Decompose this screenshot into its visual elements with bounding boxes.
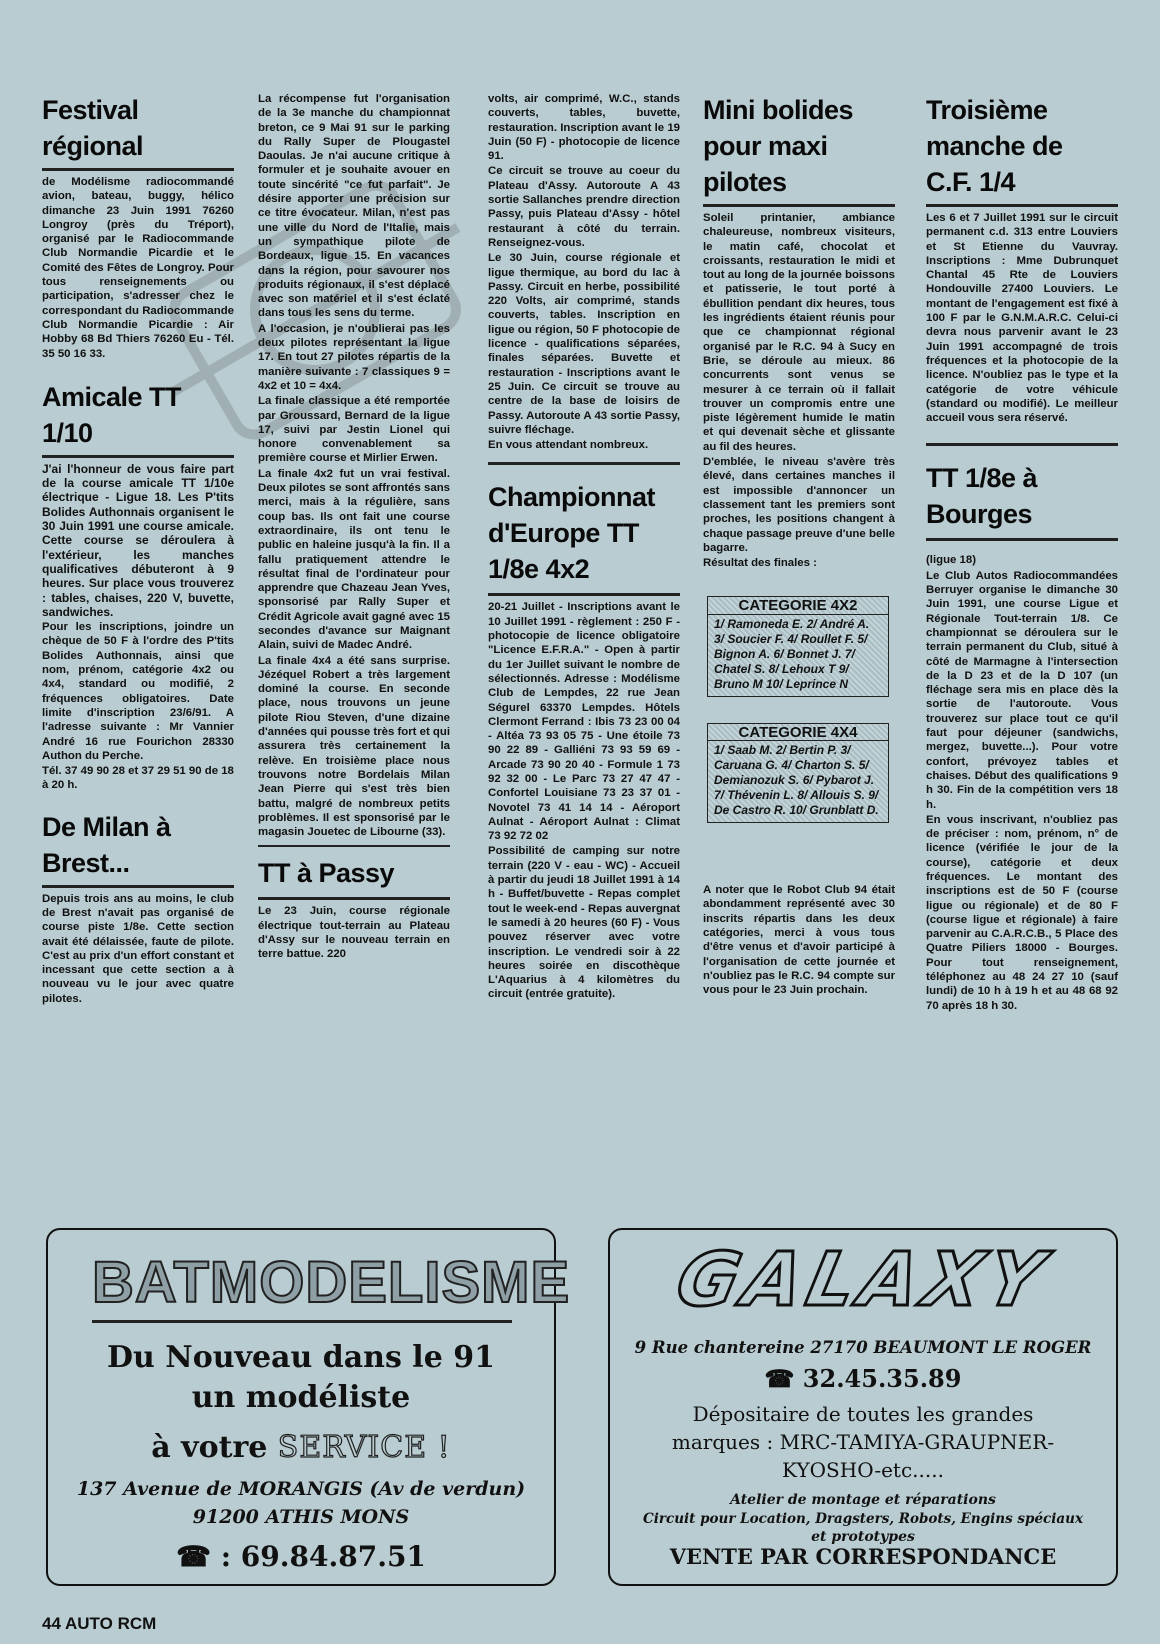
article-text: Le 23 Juin, course régionale électrique tout-terrain au Plateau d'Assy sur le nouveau terrain en terre battue. 220 — [258, 905, 450, 961]
heading-amicale-tt: Amicale TT 1/10 — [42, 381, 182, 448]
heading-tt-a-passy: TT à Passy — [258, 858, 395, 889]
ad-city: 91200 ATHIS MONS — [192, 1506, 410, 1528]
heading-de-milan-a-brest: De Milan à Brest... — [42, 811, 171, 878]
column-3 — [488, 92, 680, 1003]
column-5 — [926, 92, 1118, 1014]
article-text: En vous inscrivant, n'oubliez pas de préciser : nom, prénom, n° de licence (vérifiée le jour de la course), catégorie et deux fréquences. Le montant des inscriptions est de 50 F (course ligue ou régionale) et de 80 F (course ligue et régionale) à faire parvenir au C.A.R.C.B., 5 Place des Quatre Piliers 18000 - Bourges. Pour tout renseignement, téléphonez au 48 24 27 10 (sauf lundi) de 10 h à 19 h et au 48 68 92 70 après 18 h 30. — [926, 813, 1118, 1012]
heading-troisieme-manche: Troisième manche de C.F. 1/4 — [926, 95, 1063, 197]
article-text: Soleil printanier, ambiance chaleureuse, nombreux visiteurs, le matin café, chocolat et croissants, restauration le midi et tout au long de la journée boissons et patisserie, le tout porté à ébullition pendant dix heures, tous les ingrédients étaient réunis pour que ce championnat régional organisé par le R.C. 94 à Sucy en Brie, se déroule au mieux. 86 concurrents sont venus se mesurer à ce terrain où il fallait trouver un compromis entre une piste légèrement humide le matin et qui devenait sèche et glissante au fil des heures. — [703, 212, 895, 453]
ad-phone-line — [48, 1540, 554, 1573]
article-text: Pour les inscriptions, joindre un chèque de 50 F à l'ordre des P'tits Bolides Authonnais, ainsi que nom, prénom, catégorie 4x2 ou 4x4, standard ou modifié, 2 fréquences obligatoires. Date limite d'inscription 23/6/91. A l'adresse suivante : Mr Vannier André 16 rue Fourichon 28330 Authon du Perche. — [42, 621, 234, 762]
article-text: Le Club Autos Radiocommandées Berruyer organise le dimanche 30 Juin 1991, une course Ligue et Régionale Tout-terrain 1/8. Ce championnat se déroulera sur le terrain permanent du Club, situé à côté de Marmagne à l'intersection de la D 23 et de la D 107 (un fléchage sera mis en place dès la sortie de l'autoroute. Vous trouverez sur place tout ce qu'il faut pour déjeuner (sandwichs, mergez, buvette...). Pour votre confort, prévoyez tables et chaises. Début des qualifications 9 h 30. Fin de la compétition vers 18 h. — [926, 569, 1118, 811]
category-4x2-title: CATEGORIE 4X2 — [708, 599, 888, 614]
ad-headline: un modéliste — [191, 1380, 411, 1415]
article-text: La finale 4x2 fut un vrai festival. Deux pilotes se sont affrontés sans merci, mais à la régulière, sans coup bas. Ils ont fait une course extraordinaire, ils ont tenu le public en haleine jusqu'à la fin. Il a fallu pratiquement attendre le résultat final de l'ordinateur pour apprendre que Chazeau Jean Yves, sponsorisé par Rally Super et Crédit Agricole avait gagné avec 15 secondes d'avance sur Maignant Alain, suivi de Madec André. — [258, 467, 450, 652]
column-1 — [42, 92, 234, 1007]
article-text: Depuis trois ans au moins, le club de Brest n'avait pas organisé de course piste 1/8e. Cette section avait été délaissée, faute de pilote. C'est au prix d'un effort constant et incessant que cette section a à nouveau vu le jour avec quatre pilotes. — [42, 892, 234, 1005]
heading-tt-bourges: TT 1/8e à Bourges — [926, 463, 1038, 530]
ad-text: Circuit pour Location, Dragsters, Robots, Engins spéciaux — [642, 1511, 1084, 1527]
ad-text: marques : MRC-TAMIYA-GRAUPNER- — [671, 1430, 1055, 1454]
galaxy-advert — [608, 1228, 1118, 1586]
ad-headline — [48, 1430, 554, 1465]
ad-service-outline: SERVICE ! — [277, 1430, 451, 1465]
article-text: La finale 4x4 a été sans surprise. Jézéquel Robert a très largement dominé la course. En seconde place, nous trouvons un jeune pilote Riou Steven, d'une dizaine d'années qui pousse très fort et qui assurera très certainement la relève. En troisième place nous trouvons notre Bordelais Milan Jean Pierre qui s'est très bien battu, malgré de nombreux petits problèmes. Il est sponsorisé par le magasin Jouetec de Libourne (33). — [258, 654, 450, 839]
article-text: Résultat des finales : — [703, 557, 817, 570]
ad-phone-line — [610, 1364, 1116, 1393]
ad-text: Dépositaire de toutes les grandes — [692, 1402, 1034, 1426]
article-text: A l'occasion, je n'oublierai pas les deux pilotes représentant la ligue 17. En tout 27 pilotes répartis de la manière suivante : 7 classiques 9 = 4x2 et 10 = 4x4. — [258, 322, 450, 392]
article-text: 20-21 Juillet - Inscriptions avant le 10 Juillet 1991 - règlement : 250 F - photocopie de licence obligatoire "Licence E.F.R.A." - Open à partir du 1er Juillet suivant le nombre de sélectionnés. Adresse : Modélisme Club de Lempdes, 22 rue Jean Ségurel 63370 Lempdes. Hôtels Clermont Ferrand : Ibis 73 23 00 04 - Altéa 73 93 05 75 - Une étoile 73 90 22 89 - Galliéni 73 93 59 69 - Arcade 73 90 20 40 - Formule 1 73 92 32 00 - Le Parc 73 27 47 47 - Confortel Louisiane 73 23 37 01 - Novotel 73 41 14 14 - Aéroport Aulnat - Aéroport Aulnat : Climat 73 92 72 02 — [488, 601, 680, 843]
article-text: La récompense fut l'organisation de la 3e manche du championnat breton, ce 9 Mai 91 sur le parking du Rally Super de Plougastel Daoulas. Je n'ai aucune critique à formuler et je souhaite avouer en toute sincérité "ce fut parfait". Je désire apporter une précision sur ce titre évocateur. Milan, n'est pas une ville du Nord de l'Italie, mais un sympathique pilote de Bordeaux, ligue 15. En vacances dans la région, pour savourer nos produits régionaux, il s'est déplacé avec son matériel et il s'est éclaté dans tous les sens du terme. — [258, 93, 450, 320]
category-4x4-title: CATEGORIE 4X4 — [708, 726, 888, 741]
article-text: En vous attendant nombreux. — [488, 439, 649, 452]
ad-address: 9 Rue chantereine 27170 BEAUMONT LE ROGER — [634, 1338, 1092, 1357]
batmodelisme-advert — [46, 1228, 571, 1586]
ad-text: à votre — [151, 1430, 278, 1465]
article-text: volts, air comprimé, W.C., stands couverts, tables, buvette, restauration. Inscription avant le 19 Juin (50 F) - photocopie de licence 91. — [488, 93, 680, 163]
article-text: Les 6 et 7 Juillet 1991 sur le circuit permanent c.d. 313 entre Louviers et St Etienne du Vauvray. Inscriptions : Mme Dubrunquet Chantal 45 Rte de Louviers Hondouville 27400 Louviers. Le montant de l'engagement est fixé à 100 F par le G.N.M.A.R.C. Celui-ci devra nous parvenir avant le 23 Juin 1991 accompagné de trois fréquences et la photocopie de la licence. N'oubliez pas le type et la catégorie de votre véhicule (standard ou modifié). Le meilleur accueil vous sera réservé. — [926, 212, 1118, 425]
galaxy-logo: GALAXY — [669, 1237, 1057, 1323]
ad-mail-order: VENTE PAR CORRESPONDANCE — [669, 1544, 1057, 1569]
article-text: La finale classique a été remportée par Groussard, Bernard de la ligue 17, suivi par Jestin Lionel qui honore convenablement sa première course et Mirlier Erwen. — [258, 395, 450, 465]
article-text: Possibilité de camping sur notre terrain (220 V - eau - WC) - Accueil à partir du jeudi 18 Juillet 1991 à 14 h - Buffet/buvette - Repas complet tout le week-end - Repas auvergnat le samedi à 20 heures (60 F) - Vous pouvez réserver avec votre inscription. Le vendredi soir à 22 heures soirée en discothèque L'Aquarius à 4 kilomètres du circuit (entrée gratuite). — [488, 845, 680, 1001]
article-text: J'ai l'honneur de vous faire part de la course amicale TT 1/10e électrique - Ligue 18. Les P'tits Bolides Authonnais organisent le 30 Juin 1991 une course amicale. Cette course se déroulera à l'extérieur, les manches qualificatives débuteront à 9 heures. Sur place vous trouverez : tables, chaises, 220 V, buvette, sandwiches. — [42, 461, 234, 619]
column-4 — [703, 92, 895, 998]
heading-festival-regional: Festival régional — [42, 95, 144, 161]
article-text: (ligue 18) — [926, 554, 977, 567]
column-2 — [258, 92, 450, 963]
article-text: Le 30 Juin, course régionale et ligue thermique, au bord du lac à Passy. Circuit en herbe, possibilité 220 Volts, air comprimé, stands couverts, tables. Inscription en ligue ou région, 50 F photocopie de licence - qualifications séparées, finales séparées. Buvette et restauration - Inscriptions avant le 25 Juin. Ce circuit se trouve au centre de la base de loisirs de Passy. Autoroute A 43 sortie Passy, suivre fléchage. — [488, 252, 680, 436]
category-4x4-results: 1/ Saab M. 2/ Bertin P. 3/ Caruana G. 4/ Charton S. 5/ Demianozuk S. 6/ Pybarot J. 7/ Thévenin L. 8/ Allouis S. 9/ De Castro R. 10/ Grunblatt D. — [714, 743, 879, 818]
heading-mini-bolides: Mini bolides pour maxi pilotes — [703, 95, 854, 197]
batmodelisme-logo: BATMODELISME — [92, 1246, 512, 1323]
article-text: D'emblée, le niveau s'avère très élevé, dans certaines manches il est impossible d'annoncer un classement tant les premiers sont proches, les positions changent à chaque passage preuve d'une belle bagarre. — [703, 456, 895, 554]
category-4x4-box — [707, 723, 889, 823]
category-4x2-results: 1/ Ramoneda E. 2/ André A. 3/ Soucier F. 4/ Roullet F. 5/ Bignon A. 6/ Bonnet J. 7/ Chatel S. 8/ Lehoux T 9/ Bruno M 10/ Leprince N — [714, 616, 870, 691]
phone-icon: ☎ — [176, 1540, 211, 1573]
article-text: A noter que le Robot Club 94 était abondamment représenté avec 30 inscrits répartis dans les deux catégories, merci à vous tous d'être venus et d'avoir participé à l'organisation de cette journée et n'oubliez pas le R.C. 94 compte sur vous pour le 23 Juin prochain. — [703, 884, 895, 997]
article-text: Tél. 37 49 90 28 et 37 29 51 90 de 18 à 20 h. — [42, 765, 234, 792]
article-text: de Modélisme radiocommandé avion, bateau, buggy, hélico dimanche 23 Juin 1991 76260 Longroy (près du Tréport), organisé par le Radiocommande Club Normandie Picardie et le Comité des Fêtes de Longroy. Pour tous renseignements ou participation, s'adresser chez le correspondant du Radiocommande Club Normandie Picardie : Air Hobby 68 Bd Thiers 76260 Eu - Tél. 35 50 16 33. — [42, 176, 234, 360]
ad-address: 137 Avenue de MORANGIS (Av de verdun) — [76, 1478, 526, 1500]
heading-championnat-europe: Championnat d'Europe TT 1/8e 4x2 — [488, 482, 655, 585]
ad-phone: : 69.84.87.51 — [220, 1540, 426, 1573]
ad-text: KYOSHO-etc..... — [782, 1458, 944, 1482]
ad-text: Atelier de montage et réparations — [730, 1492, 996, 1508]
ad-text: et prototypes — [811, 1529, 915, 1545]
ad-headline: Du Nouveau dans le 91 — [107, 1340, 495, 1375]
article-text: Ce circuit se trouve au coeur du Plateau d'Assy. Autoroute A 43 sortie Sallanches prendre direction Passy, puis Plateau d'Assy - hôtel restaurant à côté du terrain. Renseignez-vous. — [488, 165, 680, 249]
page-footer: 44 AUTO RCM — [42, 1614, 157, 1633]
phone-icon: ☎ — [764, 1364, 795, 1393]
ad-phone: 32.45.35.89 — [802, 1364, 962, 1393]
category-4x2-box — [707, 596, 889, 696]
